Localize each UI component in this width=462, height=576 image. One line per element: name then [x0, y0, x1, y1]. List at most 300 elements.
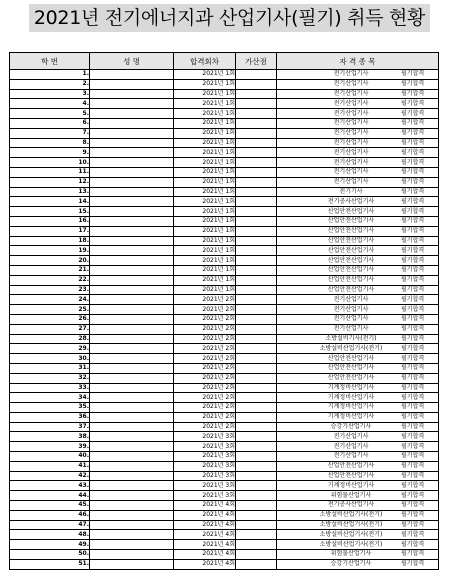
- student-id-cell: 33.: [10, 383, 90, 393]
- table-row: [10, 393, 439, 403]
- round-cell: 2021년 1회: [174, 118, 236, 128]
- student-id-cell: 27.: [10, 324, 90, 334]
- bonus-cell: [236, 491, 277, 501]
- qualification-cell: [277, 540, 439, 550]
- qualification-result: 필기합격: [401, 119, 425, 127]
- qualification-name: 산업안전산업기사: [327, 227, 375, 235]
- bonus-cell: [236, 432, 277, 442]
- qualification-cell: [277, 530, 439, 540]
- qualification-cell: [277, 471, 439, 481]
- student-name-cell: [90, 383, 174, 393]
- qualification-name: 산업안전산업기사: [327, 285, 375, 293]
- table-row: [10, 314, 439, 324]
- student-name-cell: [90, 256, 174, 266]
- qualification-result: 필기합격: [401, 393, 425, 401]
- qualification-cell: [277, 265, 439, 275]
- qualification-result: 필기합격: [401, 187, 425, 195]
- table-row: [10, 422, 439, 432]
- student-name-cell: [90, 158, 174, 168]
- round-cell: 2021년 2회: [174, 324, 236, 334]
- table-row: [10, 540, 439, 550]
- bonus-cell: [236, 265, 277, 275]
- round-cell: 2021년 4회: [174, 510, 236, 520]
- table-row: [10, 510, 439, 520]
- qualification-cell: [277, 177, 439, 187]
- qualification-result: 필기합격: [401, 374, 425, 382]
- student-name-cell: [90, 265, 174, 275]
- bonus-cell: [236, 207, 277, 217]
- qualification-name: 산업안전산업기사: [327, 266, 375, 274]
- student-id-cell: 1.: [10, 70, 90, 80]
- table-row: [10, 373, 439, 383]
- qualification-name: 전기산업기사: [333, 452, 369, 460]
- student-name-cell: [90, 89, 174, 99]
- bonus-cell: [236, 393, 277, 403]
- student-name-cell: [90, 187, 174, 197]
- qualification-cell: [277, 70, 439, 80]
- student-id-cell: 26.: [10, 314, 90, 324]
- bonus-cell: [236, 324, 277, 334]
- round-cell: 2021년 2회: [174, 295, 236, 305]
- qualification-cell: [277, 305, 439, 315]
- qualification-name: 산업안전산업기사: [327, 236, 375, 244]
- bonus-cell: [236, 373, 277, 383]
- bonus-cell: [236, 481, 277, 491]
- round-cell: 2021년 4회: [174, 530, 236, 540]
- student-id-cell: 21.: [10, 265, 90, 275]
- qualification-result: 필기합격: [401, 305, 425, 313]
- qualification-name: 전기산업기사: [333, 178, 369, 186]
- qualification-cell: [277, 236, 439, 246]
- qualification-result: 필기합격: [401, 511, 425, 519]
- round-cell: 2021년 1회: [174, 70, 236, 80]
- student-name-cell: [90, 79, 174, 89]
- table-row: [10, 158, 439, 168]
- qualification-cell: [277, 118, 439, 128]
- student-id-cell: 51.: [10, 559, 90, 569]
- qualification-result: 필기합격: [401, 109, 425, 117]
- qualification-result: 필기합격: [401, 138, 425, 146]
- qualification-name: 기계정비산업기사: [327, 403, 375, 411]
- table-row: [10, 550, 439, 560]
- table-row: [10, 79, 439, 89]
- qualification-name: 기계정비산업기사: [327, 383, 375, 391]
- student-name-cell: [90, 540, 174, 550]
- qualification-result: 필기합격: [401, 334, 425, 342]
- student-name-cell: [90, 442, 174, 452]
- student-id-cell: 5.: [10, 109, 90, 119]
- qualification-result: 필기합격: [401, 148, 425, 156]
- round-cell: 2021년 1회: [174, 128, 236, 138]
- qualification-name: 전기산업기사: [333, 168, 369, 176]
- qualification-cell: [277, 246, 439, 256]
- qualification-name: 소방설비산업기사(전기): [319, 540, 383, 548]
- qualification-cell: [277, 187, 439, 197]
- table-row: [10, 520, 439, 530]
- bonus-cell: [236, 334, 277, 344]
- qualification-result: 필기합격: [401, 207, 425, 215]
- table-row: [10, 109, 439, 119]
- student-id-cell: 49.: [10, 540, 90, 550]
- qualification-name: 소방설비산업기사(전기): [319, 344, 383, 352]
- qualification-result: 필기합격: [401, 178, 425, 186]
- bonus-cell: [236, 295, 277, 305]
- student-name-cell: [90, 432, 174, 442]
- student-id-cell: 23.: [10, 285, 90, 295]
- student-name-cell: [90, 491, 174, 501]
- qualification-name: 산업안전산업기사: [327, 276, 375, 284]
- student-name-cell: [90, 501, 174, 511]
- table-row: [10, 265, 439, 275]
- round-cell: 2021년 4회: [174, 550, 236, 560]
- student-id-cell: 24.: [10, 295, 90, 305]
- student-id-cell: 34.: [10, 393, 90, 403]
- bonus-cell: [236, 158, 277, 168]
- student-id-cell: 10.: [10, 158, 90, 168]
- qualification-cell: [277, 422, 439, 432]
- qualification-name: 전기산업기사: [333, 138, 369, 146]
- student-name-cell: [90, 314, 174, 324]
- qualification-name: 전기산업기사: [333, 89, 369, 97]
- table-row: [10, 246, 439, 256]
- qualification-name: 산업안전산업기사: [327, 207, 375, 215]
- round-cell: 2021년 3회: [174, 471, 236, 481]
- qualification-name: 전기산업기사: [333, 295, 369, 303]
- bonus-cell: [236, 442, 277, 452]
- round-cell: 2021년 1회: [174, 246, 236, 256]
- column-header-student-id: 학 번: [10, 53, 90, 70]
- table-row: [10, 501, 439, 511]
- student-name-cell: [90, 412, 174, 422]
- bonus-cell: [236, 128, 277, 138]
- student-name-cell: [90, 109, 174, 119]
- bonus-cell: [236, 79, 277, 89]
- qualification-cell: [277, 354, 439, 364]
- bonus-cell: [236, 197, 277, 207]
- round-cell: 2021년 1회: [174, 148, 236, 158]
- table-row: [10, 197, 439, 207]
- bonus-cell: [236, 275, 277, 285]
- table-row: [10, 432, 439, 442]
- qualification-name: 기계정비산업기사: [327, 393, 375, 401]
- qualification-name: 산업안전산업기사: [327, 354, 375, 362]
- qualification-name: 전기공사산업기사: [327, 501, 375, 509]
- round-cell: 2021년 3회: [174, 491, 236, 501]
- qualification-result: 필기합격: [401, 168, 425, 176]
- qualification-result: 필기합격: [401, 491, 425, 499]
- table-row: [10, 275, 439, 285]
- qualification-cell: [277, 559, 439, 569]
- qualification-cell: [277, 461, 439, 471]
- qualification-name: 전기기사: [339, 187, 363, 195]
- qualification-cell: [277, 510, 439, 520]
- qualification-name: 전기산업기사: [333, 129, 369, 137]
- qualification-result: 필기합격: [401, 452, 425, 460]
- qualification-name: 소방설비산업기사(전기): [319, 521, 383, 529]
- round-cell: 2021년 1회: [174, 236, 236, 246]
- student-name-cell: [90, 403, 174, 413]
- qualification-name: 전기산업기사: [333, 99, 369, 107]
- table-row: [10, 216, 439, 226]
- round-cell: 2021년 2회: [174, 412, 236, 422]
- student-id-cell: 39.: [10, 442, 90, 452]
- table-row: [10, 354, 439, 364]
- table-row: [10, 167, 439, 177]
- qualification-result: 필기합격: [401, 501, 425, 509]
- student-name-cell: [90, 393, 174, 403]
- qualification-cell: [277, 275, 439, 285]
- certification-table: [9, 52, 439, 570]
- qualification-name: 전기산업기사: [333, 119, 369, 127]
- qualification-result: 필기합격: [401, 236, 425, 244]
- student-name-cell: [90, 559, 174, 569]
- qualification-cell: [277, 403, 439, 413]
- bonus-cell: [236, 471, 277, 481]
- qualification-name: 전기산업기사: [333, 109, 369, 117]
- student-name-cell: [90, 344, 174, 354]
- qualification-name: 산업안전산업기사: [327, 472, 375, 480]
- table-row: [10, 118, 439, 128]
- student-name-cell: [90, 550, 174, 560]
- round-cell: 2021년 3회: [174, 432, 236, 442]
- bonus-cell: [236, 501, 277, 511]
- qualification-result: 필기합격: [401, 364, 425, 372]
- qualification-cell: [277, 295, 439, 305]
- round-cell: 2021년 3회: [174, 452, 236, 462]
- student-id-cell: 25.: [10, 305, 90, 315]
- student-id-cell: 20.: [10, 256, 90, 266]
- qualification-cell: [277, 138, 439, 148]
- round-cell: 2021년 1회: [174, 226, 236, 236]
- table-row: [10, 128, 439, 138]
- qualification-name: 산업안전산업기사: [327, 246, 375, 254]
- student-id-cell: 28.: [10, 334, 90, 344]
- round-cell: 2021년 2회: [174, 334, 236, 344]
- student-name-cell: [90, 481, 174, 491]
- qualification-cell: [277, 79, 439, 89]
- qualification-name: 전기산업기사: [333, 80, 369, 88]
- student-name-cell: [90, 207, 174, 217]
- student-id-cell: 48.: [10, 530, 90, 540]
- bonus-cell: [236, 256, 277, 266]
- qualification-result: 필기합격: [401, 129, 425, 137]
- bonus-cell: [236, 422, 277, 432]
- qualification-name: 전기산업기사: [333, 70, 369, 78]
- student-id-cell: 19.: [10, 246, 90, 256]
- student-name-cell: [90, 246, 174, 256]
- qualification-cell: [277, 452, 439, 462]
- bonus-cell: [236, 236, 277, 246]
- round-cell: 2021년 4회: [174, 540, 236, 550]
- qualification-name: 전기산업기사: [333, 432, 369, 440]
- round-cell: 2021년 1회: [174, 167, 236, 177]
- round-cell: 2021년 1회: [174, 79, 236, 89]
- student-name-cell: [90, 471, 174, 481]
- round-cell: 2021년 2회: [174, 305, 236, 315]
- qualification-result: 필기합격: [401, 560, 425, 568]
- qualification-cell: [277, 226, 439, 236]
- qualification-result: 필기합격: [401, 89, 425, 97]
- student-name-cell: [90, 510, 174, 520]
- qualification-result: 필기합격: [401, 256, 425, 264]
- bonus-cell: [236, 510, 277, 520]
- round-cell: 2021년 2회: [174, 314, 236, 324]
- table-row: [10, 256, 439, 266]
- student-name-cell: [90, 520, 174, 530]
- qualification-name: 소방설비기사(전기): [325, 334, 377, 342]
- student-name-cell: [90, 461, 174, 471]
- student-name-cell: [90, 285, 174, 295]
- qualification-cell: [277, 383, 439, 393]
- qualification-result: 필기합격: [401, 354, 425, 362]
- student-id-cell: 45.: [10, 501, 90, 511]
- student-name-cell: [90, 295, 174, 305]
- student-id-cell: 17.: [10, 226, 90, 236]
- qualification-name: 전기산업기사: [333, 305, 369, 313]
- student-id-cell: 30.: [10, 354, 90, 364]
- table-row: [10, 236, 439, 246]
- table-row: [10, 403, 439, 413]
- student-id-cell: 50.: [10, 550, 90, 560]
- table-row: [10, 412, 439, 422]
- bonus-cell: [236, 363, 277, 373]
- student-id-cell: 13.: [10, 187, 90, 197]
- student-name-cell: [90, 99, 174, 109]
- round-cell: 2021년 4회: [174, 520, 236, 530]
- round-cell: 2021년 3회: [174, 442, 236, 452]
- bonus-cell: [236, 177, 277, 187]
- qualification-result: 필기합격: [401, 158, 425, 166]
- student-id-cell: 22.: [10, 275, 90, 285]
- round-cell: 2021년 1회: [174, 207, 236, 217]
- student-id-cell: 11.: [10, 167, 90, 177]
- bonus-cell: [236, 452, 277, 462]
- round-cell: 2021년 4회: [174, 559, 236, 569]
- table-row: [10, 295, 439, 305]
- bonus-cell: [236, 118, 277, 128]
- qualification-name: 위험물산업기사: [330, 491, 372, 499]
- qualification-cell: [277, 216, 439, 226]
- bonus-cell: [236, 550, 277, 560]
- qualification-cell: [277, 501, 439, 511]
- qualification-name: 전기산업기사: [333, 158, 369, 166]
- round-cell: 2021년 1회: [174, 216, 236, 226]
- qualification-name: 기계정비산업기사: [327, 413, 375, 421]
- table-row: [10, 207, 439, 217]
- qualification-name: 소방설비산업기사(전기): [319, 511, 383, 519]
- bonus-cell: [236, 412, 277, 422]
- table-row: [10, 481, 439, 491]
- student-name-cell: [90, 226, 174, 236]
- student-id-cell: 18.: [10, 236, 90, 246]
- qualification-result: 필기합격: [401, 403, 425, 411]
- bonus-cell: [236, 383, 277, 393]
- round-cell: 2021년 3회: [174, 461, 236, 471]
- table-header: [10, 53, 439, 70]
- qualification-result: 필기합격: [401, 472, 425, 480]
- qualification-result: 필기합격: [401, 246, 425, 254]
- bonus-cell: [236, 89, 277, 99]
- student-id-cell: 4.: [10, 99, 90, 109]
- table-row: [10, 148, 439, 158]
- table-row: [10, 324, 439, 334]
- table-row: [10, 99, 439, 109]
- student-id-cell: 42.: [10, 471, 90, 481]
- qualification-result: 필기합격: [401, 540, 425, 548]
- round-cell: 2021년 2회: [174, 354, 236, 364]
- qualification-cell: [277, 520, 439, 530]
- qualification-name: 전기산업기사: [333, 325, 369, 333]
- qualification-name: 산업안전산업기사: [327, 256, 375, 264]
- round-cell: 2021년 1회: [174, 265, 236, 275]
- student-id-cell: 16.: [10, 216, 90, 226]
- student-id-cell: 32.: [10, 373, 90, 383]
- qualification-result: 필기합격: [401, 481, 425, 489]
- round-cell: 2021년 2회: [174, 373, 236, 383]
- qualification-result: 필기합격: [401, 80, 425, 88]
- qualification-cell: [277, 314, 439, 324]
- bonus-cell: [236, 344, 277, 354]
- qualification-result: 필기합격: [401, 197, 425, 205]
- table-row: [10, 452, 439, 462]
- table-row: [10, 138, 439, 148]
- qualification-result: 필기합격: [401, 344, 425, 352]
- qualification-cell: [277, 148, 439, 158]
- round-cell: 2021년 1회: [174, 158, 236, 168]
- qualification-name: 기계정비산업기사: [327, 481, 375, 489]
- qualification-cell: [277, 432, 439, 442]
- qualification-result: 필기합격: [401, 266, 425, 274]
- bonus-cell: [236, 305, 277, 315]
- qualification-result: 필기합격: [401, 383, 425, 391]
- bonus-cell: [236, 148, 277, 158]
- table-row: [10, 70, 439, 80]
- table-row: [10, 89, 439, 99]
- bonus-cell: [236, 530, 277, 540]
- table-row: [10, 226, 439, 236]
- bonus-cell: [236, 354, 277, 364]
- table-row: [10, 285, 439, 295]
- round-cell: 2021년 1회: [174, 109, 236, 119]
- student-id-cell: 41.: [10, 461, 90, 471]
- header-row: [10, 53, 439, 70]
- table-row: [10, 559, 439, 569]
- round-cell: 2021년 1회: [174, 138, 236, 148]
- round-cell: 2021년 2회: [174, 403, 236, 413]
- qualification-name: 승강기산업기사: [330, 423, 372, 431]
- student-id-cell: 2.: [10, 79, 90, 89]
- student-name-cell: [90, 128, 174, 138]
- bonus-cell: [236, 109, 277, 119]
- student-name-cell: [90, 422, 174, 432]
- table-row: [10, 187, 439, 197]
- table-row: [10, 383, 439, 393]
- column-header-bonus: 가산점: [236, 53, 277, 70]
- bonus-cell: [236, 461, 277, 471]
- column-header-round: 합격회차: [174, 53, 236, 70]
- student-id-cell: 31.: [10, 363, 90, 373]
- round-cell: 2021년 2회: [174, 383, 236, 393]
- table-row: [10, 177, 439, 187]
- student-name-cell: [90, 70, 174, 80]
- table-row: [10, 491, 439, 501]
- student-name-cell: [90, 177, 174, 187]
- student-id-cell: 46.: [10, 510, 90, 520]
- student-name-cell: [90, 324, 174, 334]
- qualification-cell: [277, 442, 439, 452]
- qualification-cell: [277, 285, 439, 295]
- student-id-cell: 44.: [10, 491, 90, 501]
